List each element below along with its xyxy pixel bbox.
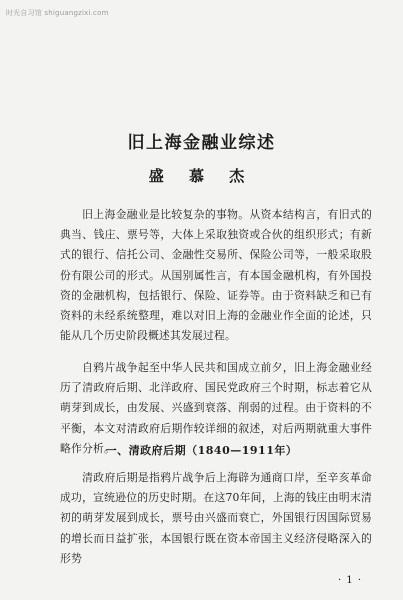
paragraph-3 <box>60 468 372 569</box>
watermark-text: 时光自习馆 shiguangzixi.com <box>6 9 109 17</box>
page-number: · 1 · <box>338 575 363 586</box>
paragraph-1 <box>60 205 372 346</box>
paragraph-2-text: 自鸦片战争起至中华人民共和国成立前夕，旧上海金融业经历了清政府后期、北洋政府、国民党政府三个时期，标志着它从萌芽到成长，由发展、兴盛到衰落、削弱的过程。由于资料的不平衡，本文对清政府后期作较详细的叙述，对后两期就重大事件略作分析。 <box>60 361 372 455</box>
paragraph-1-text: 旧上海金融业是比较复杂的事物。从资本结构言，有旧式的典当、钱庄、票号等，大体上采取独资或合伙的组织形式；有新式的银行、信托公司、金融性交易所、保险公司等，一般采取股份有限公司的形式。从国别属性言，有本国金融机构，有外国投资的金融机构，包括银行、保险、证券等。由于资料缺乏和已有资料的未经系统整理，难以对旧上海的金融业作全面的论述，只能从几个历史阶段概述其发展过程。 <box>60 208 372 343</box>
section-heading: 一、清政府后期（1840—1911年） <box>105 444 298 457</box>
article-author: 盛 慕 杰 <box>148 167 255 185</box>
article-title: 旧上海金融业综述 <box>127 133 276 153</box>
paragraph-3-text: 清政府后期是指鸦片战争后上海辟为通商口岸，至辛亥革命成功，宣统逊位的历史时期。在这70年间，上海的钱庄由明末清初的萌芽发展到成长，票号由兴盛而衰亡，外国银行因国际贸易的增长而日益扩张，本国银行既在资本帝国主义经济侵略深入的形势 <box>60 471 372 565</box>
